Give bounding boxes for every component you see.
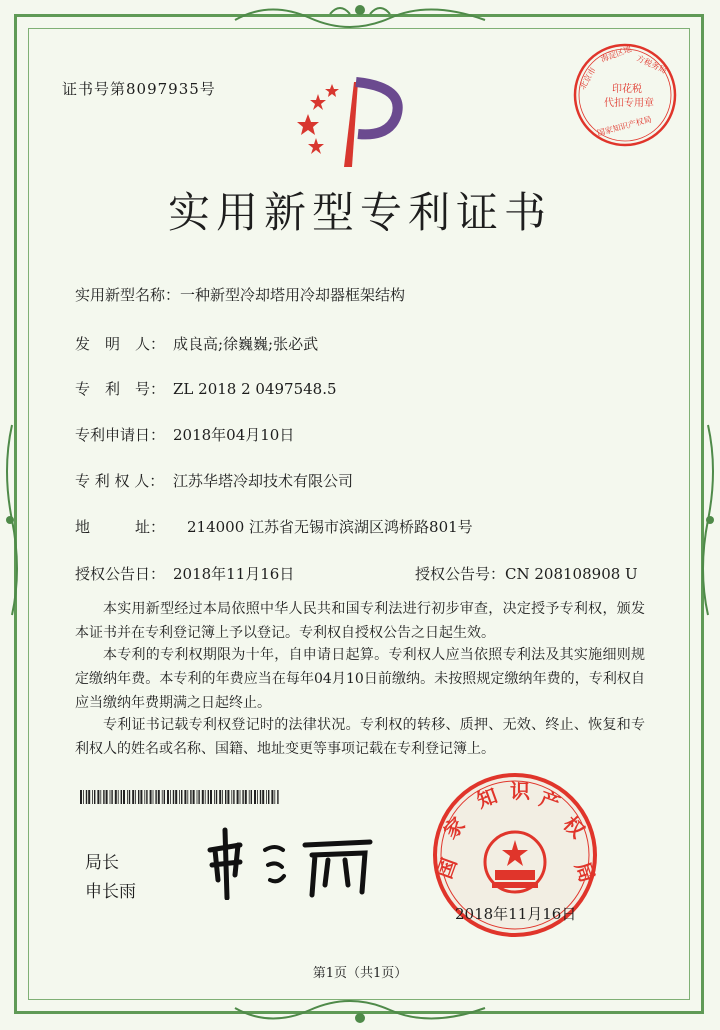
svg-text:印花税: 印花税 bbox=[612, 84, 642, 95]
utility-model-name-value: 一种新型冷却塔用冷却器框架结构 bbox=[180, 286, 406, 304]
statement-paragraph-2: 本专利的专利权期限为十年，自申请日起算。专利权人应当依照专利法及其实施细则规定缴纳年费。本专利的年费应当在每年04月10日前缴纳。未按照规定缴纳年费的，专利权自应当缴纳年费期满之日起终止。 bbox=[75, 647, 645, 711]
application-date-value: 2018年04月10日 bbox=[173, 426, 295, 444]
address-label: 地 址： bbox=[75, 518, 166, 536]
grant-number-row bbox=[415, 563, 638, 584]
grant-date-row bbox=[75, 563, 294, 584]
svg-text:家: 家 bbox=[438, 812, 470, 844]
patent-office-logo bbox=[296, 72, 416, 172]
svg-text:产: 产 bbox=[536, 786, 564, 816]
svg-text:海淀区地: 海淀区地 bbox=[599, 44, 633, 64]
statement-paragraph-3: 专利证书记载专利权登记时的法律状况。专利权的转移、质押、无效、终止、恢复和专利权人的姓名或名称、国籍、地址变更等事项记载在专利登记簿上。 bbox=[75, 717, 645, 757]
svg-text:方税务局: 方税务局 bbox=[635, 53, 668, 76]
director-signature bbox=[200, 820, 380, 900]
address-row bbox=[75, 516, 473, 537]
statement-paragraph-1: 本实用新型经过本局依照中华人民共和国专利法进行初步审查，决定授予专利权，颁发本证书并在专利登记簿上予以登记。专利权自授权公告之日起生效。 bbox=[75, 601, 645, 641]
inventor-row bbox=[75, 333, 318, 354]
grant-date-label: 授权公告日： bbox=[75, 565, 166, 583]
patent-number-value: ZL 2018 2 0497548.5 bbox=[173, 380, 337, 398]
barcode bbox=[80, 790, 280, 804]
right-vine-ornament bbox=[698, 420, 720, 620]
svg-text:局: 局 bbox=[570, 858, 600, 886]
svg-text:代扣专用章: 代扣专用章 bbox=[604, 98, 654, 109]
certificate-number: 证书号第8097935号 bbox=[62, 80, 216, 98]
director-name: 申长雨 bbox=[85, 882, 136, 902]
svg-text:权: 权 bbox=[558, 811, 590, 843]
svg-text:知: 知 bbox=[473, 783, 501, 813]
director-title: 局长 bbox=[85, 853, 119, 873]
grant-number-label: 授权公告号： bbox=[415, 565, 506, 583]
svg-text:国家知识产权局: 国家知识产权局 bbox=[596, 114, 653, 138]
application-date-row bbox=[75, 424, 294, 445]
bottom-vine-ornament bbox=[230, 1000, 490, 1028]
page-indicator: 第1页（共1页） bbox=[312, 966, 408, 981]
svg-text:识: 识 bbox=[510, 779, 530, 803]
stamp-duty-seal bbox=[570, 40, 680, 150]
grant-date-value: 2018年11月16日 bbox=[173, 565, 295, 583]
svg-text:国: 国 bbox=[432, 854, 462, 882]
svg-text:北京市: 北京市 bbox=[577, 65, 598, 91]
application-date-label: 专利申请日： bbox=[75, 426, 166, 444]
patent-number-label: 专 利 号： bbox=[75, 380, 166, 398]
utility-model-name-row bbox=[75, 284, 405, 305]
patentee-label: 专 利 权 人： bbox=[75, 472, 165, 490]
grant-number-value: CN 208108908 U bbox=[505, 565, 638, 583]
certificate-title: 实用新型专利证书 bbox=[167, 188, 552, 237]
patent-number-row bbox=[75, 378, 337, 399]
utility-model-name-label: 实用新型名称： bbox=[75, 286, 181, 304]
seal-date: 2018年11月16日 bbox=[455, 905, 577, 923]
left-vine-ornament bbox=[0, 420, 22, 620]
patentee-value: 江苏华塔冷却技术有限公司 bbox=[173, 472, 354, 490]
top-vine-ornament bbox=[230, 0, 490, 32]
inventor-value: 成良高;徐巍巍;张必武 bbox=[173, 335, 319, 353]
address-value: 214000 江苏省无锡市滨湖区鸿桥路801号 bbox=[187, 518, 473, 536]
inventor-label: 发 明 人： bbox=[75, 335, 166, 353]
patentee-row bbox=[75, 470, 353, 491]
